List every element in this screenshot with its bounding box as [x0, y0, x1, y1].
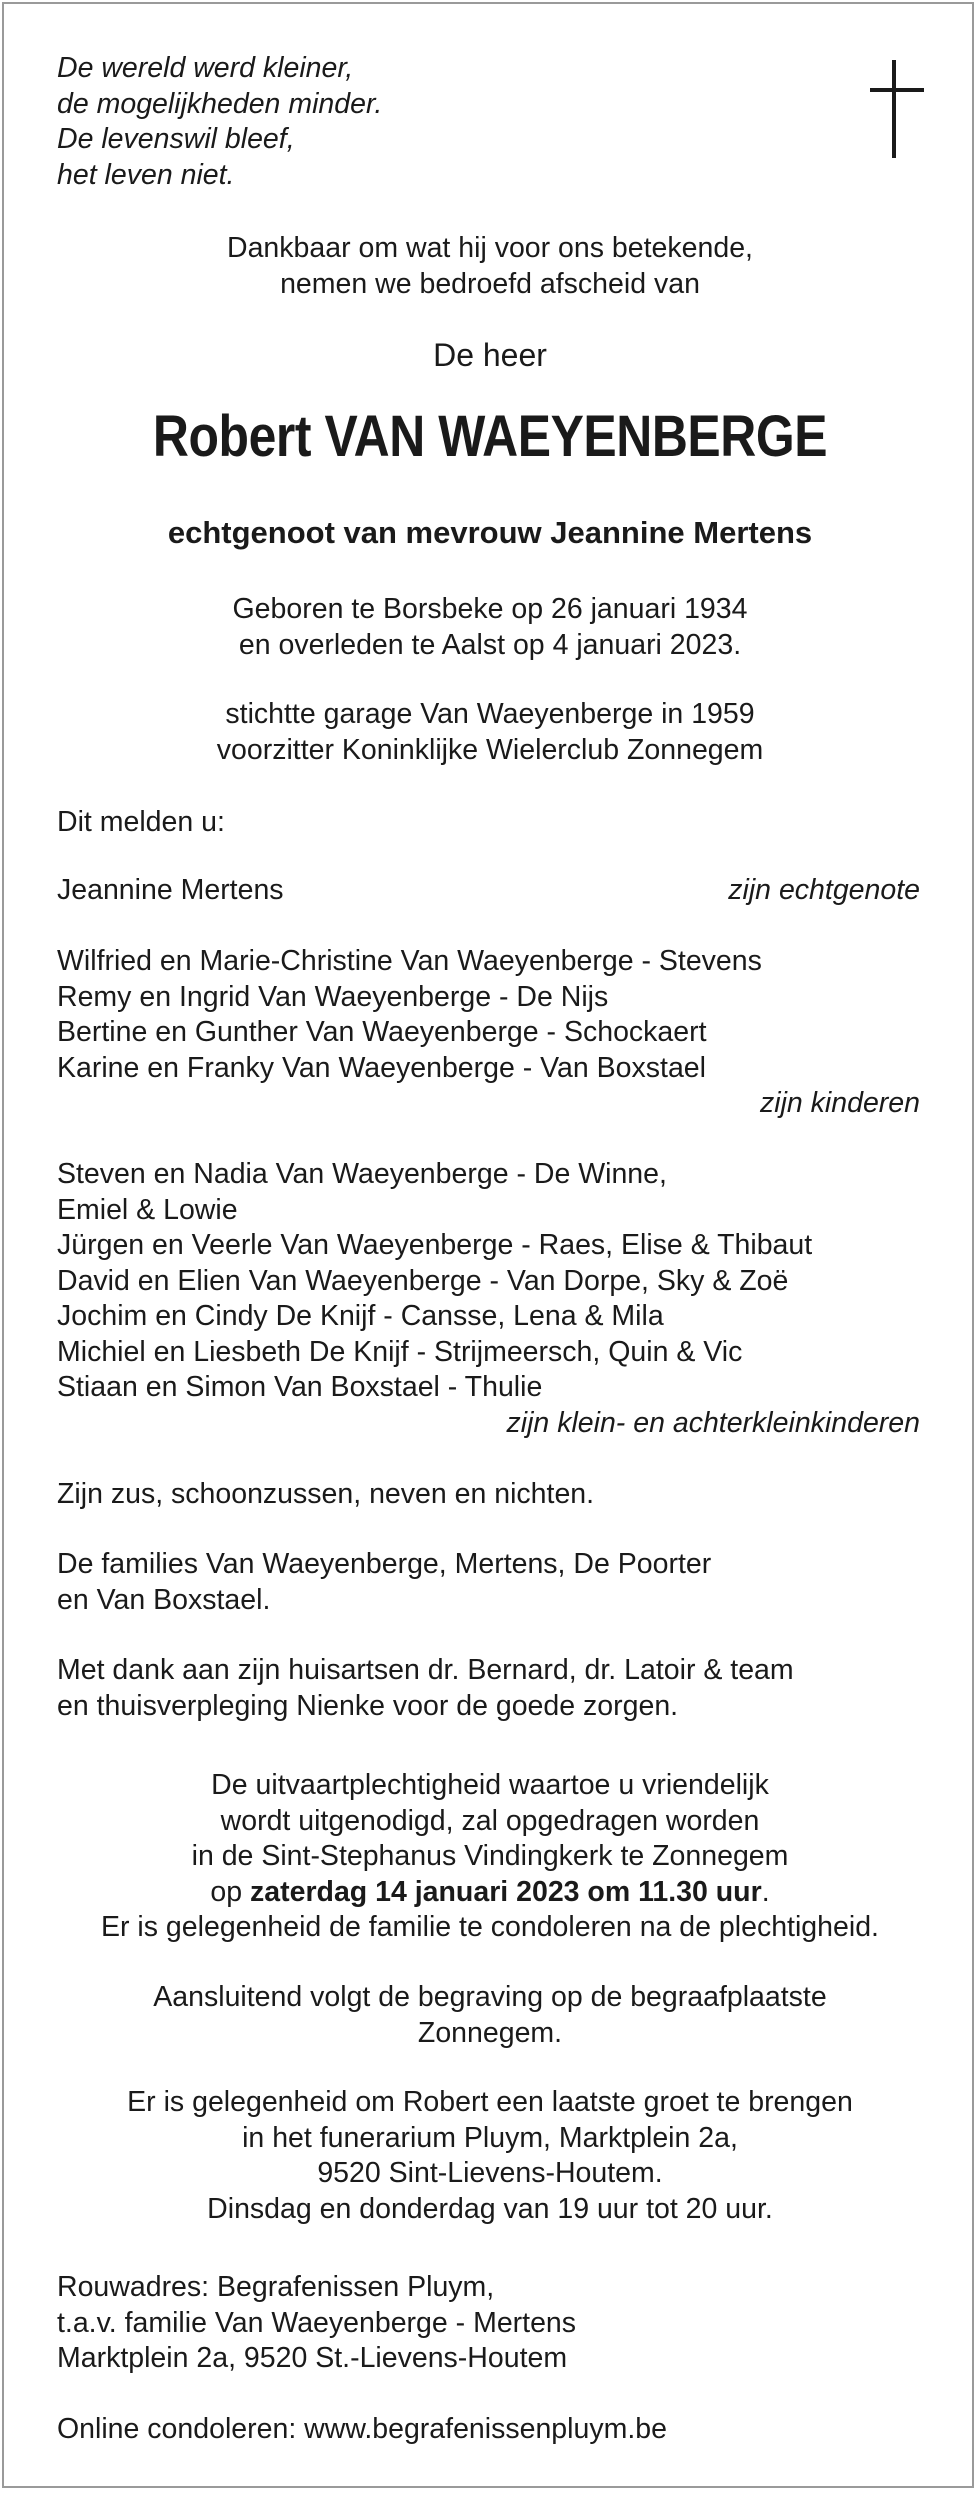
deceased-name: Robert VAN WAEYENBERGE — [152, 404, 828, 469]
list-item: Karine en Franky Van Waeyenberge - Van Boxstael — [57, 1051, 706, 1084]
poem — [57, 51, 382, 193]
address-line: Rouwadres: Begrafenissen Pluym, — [57, 2271, 495, 2303]
list-item: David en Elien Van Waeyenberge - Van Dorpe, Sky & Zoë — [57, 1264, 789, 1297]
date-prefix: op — [210, 1875, 251, 1908]
birth-line: Geboren te Borsbeke op 26 januari 1934 — [232, 593, 748, 625]
announce: Dit melden u: — [57, 806, 225, 838]
ceremony-line: wordt uitgenodigd, zal opgedragen worden — [220, 1804, 760, 1837]
families-line: en Van Boxstael. — [57, 1583, 271, 1616]
spouse-line: echtgenoot van mevrouw Jeannine Mertens — [167, 515, 813, 550]
address-line: Marktplein 2a, 9520 St.-Lievens-Houtem — [57, 2342, 568, 2374]
ceremony-line: De uitvaartplechtigheid waartoe u vriendelijk — [211, 1769, 769, 1801]
farewell-line: 9520 Sint-Lievens-Houtem. — [317, 2157, 663, 2189]
burial-line: Zonnegem. — [417, 2016, 563, 2049]
poem-line: het leven niet. — [57, 158, 235, 191]
ceremony-date-line — [0, 1875, 980, 1911]
list-item: Michiel en Liesbeth De Knijf - Strijmeersch, Quin & Vic — [57, 1335, 743, 1368]
achievement-line: voorzitter Koninklijke Wielerclub Zonnegem — [216, 733, 764, 766]
grandchildren-role: zijn klein- en achterkleinkinderen — [506, 1407, 920, 1439]
intro-line: Dankbaar om wat hij voor ons betekende, — [227, 232, 753, 264]
farewell — [0, 2085, 980, 2227]
achievement-line: stichtte garage Van Waeyenberge in 1959 — [225, 698, 755, 730]
farewell-line: Dinsdag en donderdag van 19 uur tot 20 uur. — [207, 2192, 773, 2225]
farewell-line: in het funerarium Pluym, Marktplein 2a, — [242, 2121, 738, 2154]
thanks-line: Met dank aan zijn huisartsen dr. Bernard, dr. Latoir & team — [57, 1654, 794, 1686]
siblings: Zijn zus, schoonzussen, neven en nichten. — [57, 1478, 595, 1510]
families — [57, 1547, 711, 1618]
latin-cross-icon — [870, 60, 924, 158]
list-item: Bertine en Gunther Van Waeyenberge - Schockaert — [57, 1016, 707, 1048]
list-item: Wilfried en Marie-Christine Van Waeyenberge - Stevens — [57, 945, 762, 977]
address-line: t.a.v. familie Van Waeyenberge - Mertens — [57, 2306, 577, 2339]
intro — [0, 231, 980, 302]
list-item: Remy en Ingrid Van Waeyenberge - De Nijs — [57, 980, 609, 1013]
address — [57, 2270, 576, 2377]
burial-line: Aansluitend volgt de begraving op de begraafplaatste — [153, 1981, 827, 2013]
thanks — [57, 1653, 794, 1724]
spouse-name: Jeannine Mertens — [57, 874, 284, 906]
families-line: De families Van Waeyenberge, Mertens, De Poorter — [57, 1548, 712, 1580]
deceased-name-wrap — [0, 403, 980, 470]
ceremony-date: zaterdag 14 januari 2023 om 11.30 uur — [250, 1875, 762, 1908]
burial — [0, 1980, 980, 2051]
thanks-line: en thuisverpleging Nienke voor de goede zorgen. — [57, 1689, 679, 1722]
condolence-line: Er is gelegenheid de familie te condoleren na de plechtigheid. — [101, 1911, 879, 1943]
ceremony — [0, 1768, 980, 1946]
death-line: en overleden te Aalst op 4 januari 2023. — [238, 628, 742, 661]
list-item: Steven en Nadia Van Waeyenberge - De Winne, — [57, 1158, 667, 1190]
list-item: Emiel & Lowie — [57, 1193, 238, 1226]
online-condolences: Online condoleren: www.begrafenissenpluym.be — [57, 2413, 667, 2445]
grandchildren-list — [57, 1157, 812, 1406]
intro-line: nemen we bedroefd afscheid van — [280, 267, 700, 300]
list-item: Jochim en Cindy De Knijf - Cansse, Lena & Mila — [57, 1300, 664, 1332]
poem-line: De wereld werd kleiner, — [57, 52, 354, 84]
children-list — [57, 944, 762, 1086]
date-suffix: . — [761, 1875, 770, 1908]
farewell-line: Er is gelegenheid om Robert een laatste groet te brengen — [127, 2086, 853, 2118]
title-prefix: De heer — [433, 337, 547, 373]
list-item: Jürgen en Veerle Van Waeyenberge - Raes, Elise & Thibaut — [57, 1229, 813, 1261]
achievements — [0, 697, 980, 768]
children-role: zijn kinderen — [759, 1087, 920, 1119]
birth-death — [0, 592, 980, 663]
poem-line: de mogelijkheden minder. — [57, 87, 383, 120]
list-item: Stiaan en Simon Van Boxstael - Thulie — [57, 1371, 543, 1403]
ceremony-line: in de Sint-Stephanus Vindingkerk te Zonnegem — [191, 1840, 789, 1872]
spouse-role: zijn echtgenote — [728, 874, 920, 906]
poem-line: De levenswil bleef, — [57, 123, 295, 155]
